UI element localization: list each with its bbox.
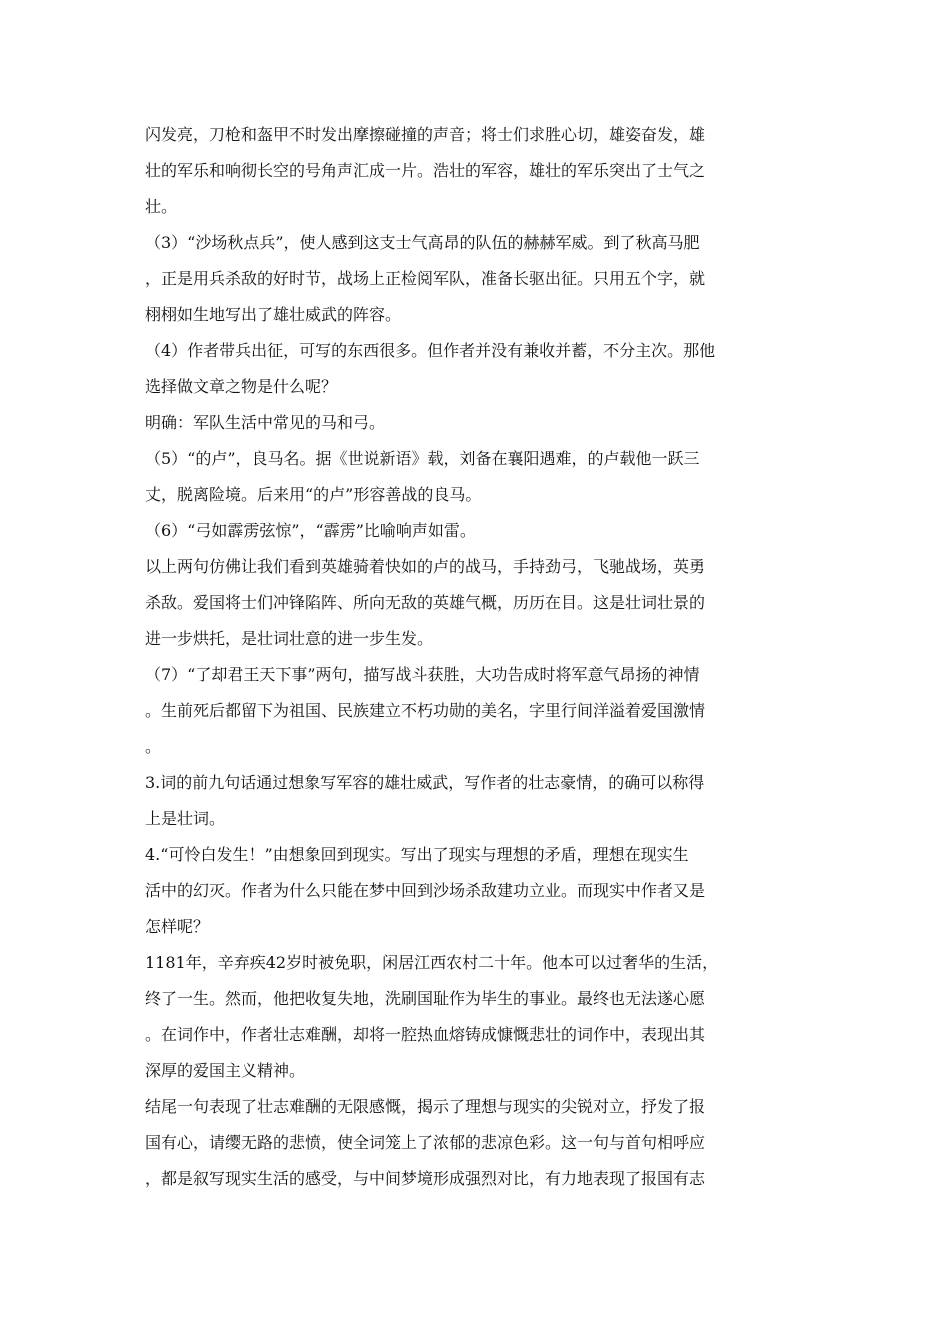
text-line: 3.词的前九句话通过想象写军容的雄壮威武，写作者的壮志豪情，的确可以称得 [145,773,705,792]
text-line: （3）“沙场秋点兵”，使人感到这支士气高昂的队伍的赫赫军威。到了秋高马肥 [145,233,700,252]
text-line: 壮。 [145,197,178,216]
text-line: ，都是叙写现实生活的感受，与中间梦境形成强烈对比，有力地表现了报国有志 [145,1169,706,1188]
text-line: 怎样呢？ [145,917,210,936]
text-line: 壮的军乐和响彻长空的号角声汇成一片。浩壮的军容，雄壮的军乐突出了士气之 [145,161,706,180]
text-line: 结尾一句表现了壮志难酬的无限感慨，揭示了理想与现实的尖锐对立，抒发了报 [145,1097,706,1116]
text-line: 活中的幻灭。作者为什么只能在梦中回到沙场杀敌建功立业。而现实中作者又是 [145,881,706,900]
text-line: （5）“的卢”，良马名。据《世说新语》载，刘备在襄阳遇难，的卢载他一跃三 [145,449,700,468]
text-line: 选择做文章之物是什么呢？ [145,377,338,396]
text-line: 以上两句仿佛让我们看到英雄骑着快如的卢的战马，手持劲弓，飞驰战场，英勇 [145,557,706,576]
text-line: 。在词作中，作者壮志难酬，却将一腔热血熔铸成慷慨悲壮的词作中，表现出其 [145,1025,706,1044]
text-line: 。生前死后都留下为祖国、民族建立不朽功勋的美名，字里行间洋溢着爱国激情 [145,701,706,720]
text-line: 上是壮词。 [145,809,226,828]
text-line: （6）“弓如霹雳弦惊”，“霹雳”比喻响声如雷。 [145,521,476,540]
text-line: 国有心，请缨无路的悲愤，使全词笼上了浓郁的悲凉色彩。这一句与首句相呼应 [145,1133,706,1152]
text-line: 1181年，辛弃疾42岁时被免职，闲居江西农村二十年。他本可以过奢华的生活， [145,953,719,972]
document-body [145,117,745,1197]
text-line: 明确：军队生活中常见的马和弓。 [145,413,386,432]
text-line: （4）作者带兵出征，可写的东西很多。但作者并没有兼收并蓄，不分主次。那他 [145,341,716,360]
text-line: 4.“可怜白发生！”由想象回到现实。写出了现实与理想的矛盾，理想在现实生 [145,845,689,864]
text-line: 丈，脱离险境。后来用“的卢”形容善战的良马。 [145,485,482,504]
text-line: 闪发亮，刀枪和盔甲不时发出摩擦碰撞的声音；将士们求胜心切，雄姿奋发，雄 [145,125,706,144]
text-line: 终了一生。然而，他把收复失地，洗刷国耻作为毕生的事业。最终也无法遂心愿 [145,989,706,1008]
text-line: 。 [145,737,162,756]
text-line: （7）“了却君王天下事”两句，描写战斗获胜，大功告成时将军意气昂扬的神情 [145,665,700,684]
text-line: 杀敌。爱国将士们冲锋陷阵、所向无敌的英雄气概，历历在目。这是壮词壮景的 [145,593,706,612]
text-line: 进一步烘托，是壮词壮意的进一步生发。 [145,629,434,648]
text-line: ，正是用兵杀敌的好时节，战场上正检阅军队，准备长驱出征。只用五个字，就 [145,269,706,288]
text-line: 深厚的爱国主义精神。 [145,1061,306,1080]
text-line: 栩栩如生地写出了雄壮威武的阵容。 [145,305,402,324]
